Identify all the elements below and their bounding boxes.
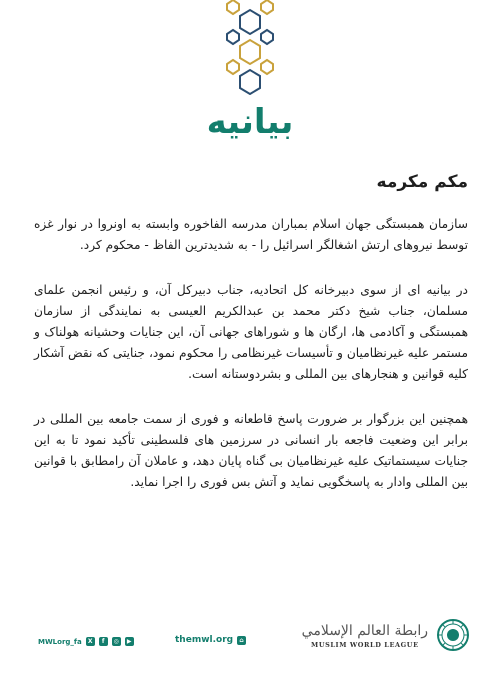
logo-text [302,621,428,649]
social-links [38,637,134,646]
facebook-icon[interactable]: f [99,637,108,646]
paragraph-2: در بیانیه ای از سوی دبیرخانه کل اتحادیه، جناب دبیرکل آن، و رئیس انجمن علمای مسلمان، جناب شیخ دکتر محمد بن عبدالکریم العیسی به نمایندگی از سازمان همبستگی و آکادمی ها، ارگان ها و شوراهای جهانی آن، این جنایات وحشیانه هولناک و مستمر علیه غیرنظامیان و تأسیسات غیرنظامی را محکوم نمود، جنایتی که نقض آشکار کلیه قوانین و هنجارهای بین المللی و بشردوستانه است. [34,283,468,381]
youtube-icon[interactable]: ▶ [125,637,134,646]
emblem-icon [436,618,470,652]
header-ornament [0,0,500,95]
website-link[interactable] [175,635,246,645]
instagram-icon[interactable]: ◎ [113,638,119,645]
logo-arabic-name: رابطة العالم الإسلامي [301,623,428,639]
website-url[interactable]: themwl.org [175,635,234,645]
document-title: بیانیه [206,102,294,142]
x-icon[interactable]: X [86,637,95,646]
social-handle: MWLorg_fa [38,637,82,646]
footer [0,608,500,680]
home-icon: ⌂ [237,636,246,645]
document-body [34,170,468,517]
paragraph-1: سازمان همبستگی جهان اسلام بمباران مدرسه الفاخوره وابسته به اونروا در نوار غزه توسط نیروهای ارتش اشغالگر اسرائیل را - به شدیدترین الفاظ - محکوم کرد. [34,217,468,252]
paragraph-3: همچنین این بزرگوار بر ضرورت پاسخ قاطعانه و فوری از سمت جامعه بین المللی در برابر این وضعیت فاجعه بار انسانی در سرزمین های فلسطینی تأکید نمود تا به این جنایات سیستماتیک علیه غیرنظامیان بی گناه پایان دهد، و عاملان آن رامطابق با قوانین بین المللی وادار به پاسخگویی نماید و آتش بس فوری را اجرا نماید. [34,412,468,489]
salutation-heading: مکم مکرمه [376,172,468,192]
logo-english-name: MUSLIM WORLD LEAGUE [311,641,419,649]
mwl-logo [302,618,470,652]
